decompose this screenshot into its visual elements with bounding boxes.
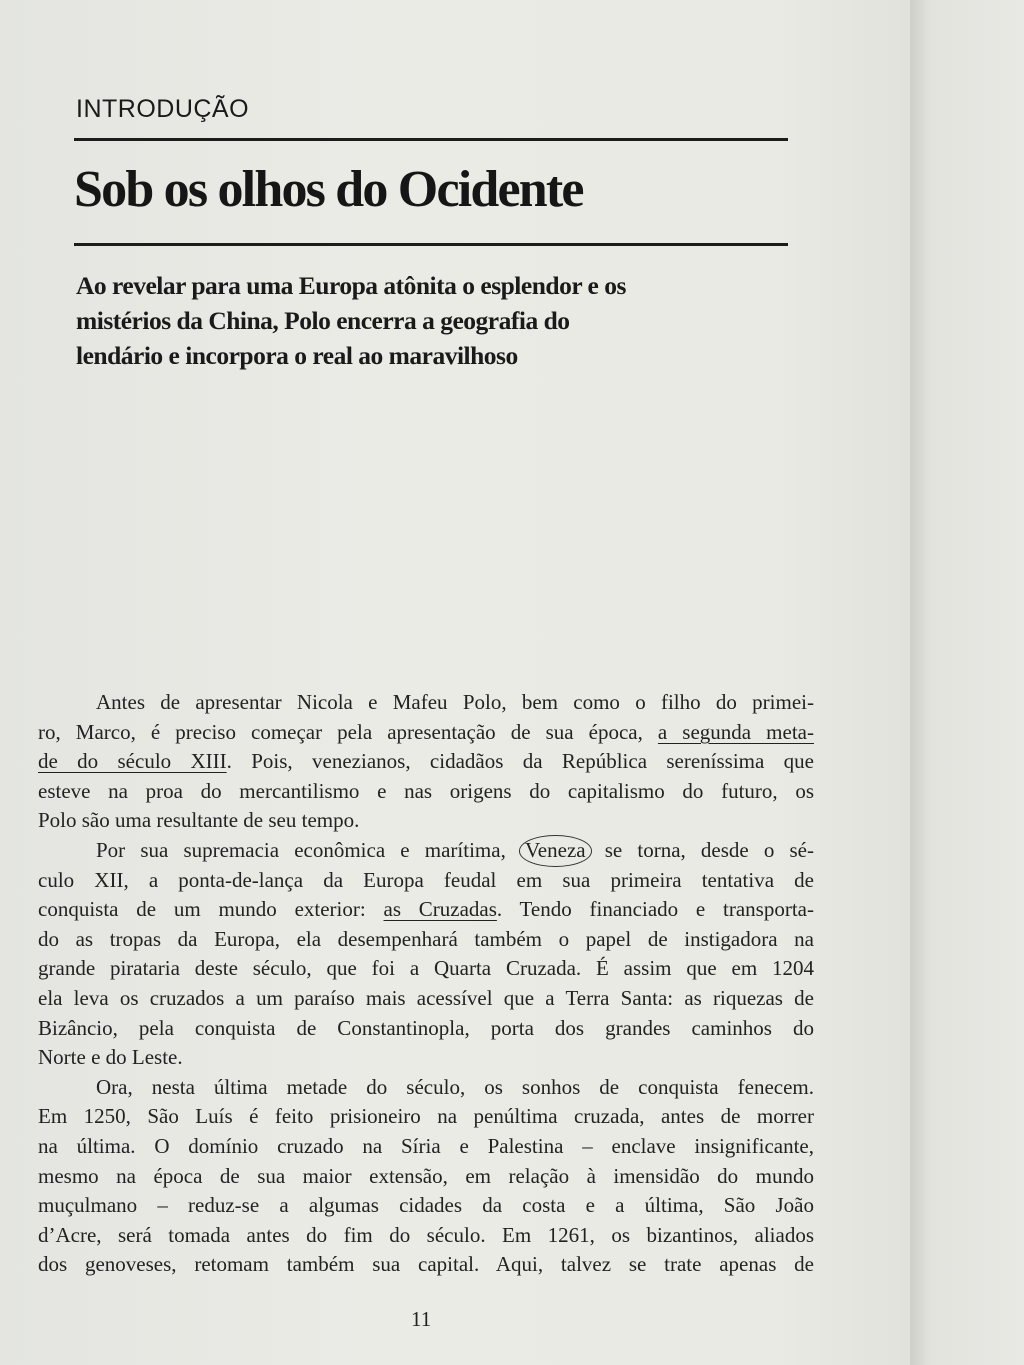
paragraph-2-line: Por sua supremacia econômica e marítima, Veneza se torna, desde o sé- xyxy=(38,836,814,866)
paragraph-3-line: Em 1250, São Luís é feito prisioneiro na penúltima cruzada, antes de morrer xyxy=(38,1104,814,1129)
chapter-subtitle xyxy=(76,268,776,373)
body-text xyxy=(38,688,814,1280)
paragraph-2-line: grande pirataria deste século, que foi a Quarta Cruzada. É assim que em 1204 xyxy=(38,956,814,981)
circled-word: Veneza xyxy=(519,835,592,867)
subtitle-line: Ao revelar para uma Europa atônita o esplendor e os xyxy=(76,271,626,300)
paragraph-2-line: Norte e do Leste. xyxy=(38,1045,183,1070)
adjacent-page-edge xyxy=(910,0,1024,1365)
paragraph-3-line: d’Acre, será tomada antes do fim do século. Em 1261, os bizantinos, aliados xyxy=(38,1222,814,1247)
underlined-phrase: de do século XIII xyxy=(38,749,227,774)
paragraph-1-line: ro, Marco, é preciso começar pela apresentação de sua época, a segunda meta- xyxy=(38,719,814,744)
paragraph-3-line: Ora, nesta última metade do século, os sonhos de conquista fenecem. xyxy=(96,1074,814,1099)
paragraph-2-line: do as tropas da Europa, ela desempenhará também o papel de instigadora na xyxy=(38,926,814,951)
paragraph-2-line: culo XII, a ponta-de-lança da Europa feudal em sua primeira tentativa de xyxy=(38,867,814,892)
paragraph-2-line: conquista de um mundo exterior: as Cruzadas. Tendo financiado e transporta- xyxy=(38,897,814,922)
paragraph-2-line: ela leva os cruzados a um paraíso mais acessível que a Terra Santa: as riquezas de xyxy=(38,985,814,1010)
header-rule-top xyxy=(74,138,788,141)
paragraph-3-line: dos genoveses, retomam também sua capital. Aqui, talvez se trate apenas de xyxy=(38,1252,814,1277)
paragraph-1-line: Polo são uma resultante de seu tempo. xyxy=(38,808,360,833)
subtitle-line: lendário e incorpora o real ao maravilhoso xyxy=(76,341,518,370)
subtitle-line: mistérios da China, Polo encerra a geografia do xyxy=(76,306,570,335)
paragraph-3-line: na última. O domínio cruzado na Síria e Palestina – enclave insignificante, xyxy=(38,1133,814,1158)
paragraph-2-line: Bizâncio, pela conquista de Constantinopla, porta dos grandes caminhos do xyxy=(38,1015,814,1040)
paragraph-1-line: de do século XIII. Pois, venezianos, cidadãos da República sereníssima que xyxy=(38,749,815,774)
paragraph-3-line: muçulmano – reduz-se a algumas cidades da costa e a última, São João xyxy=(38,1193,814,1218)
paragraph-1-line: esteve na proa do mercantilismo e nas origens do capitalismo do futuro, os xyxy=(38,778,814,803)
chapter-label: INTRODUÇÃO xyxy=(76,95,250,123)
paragraph-3-line: mesmo na época de sua maior extensão, em relação à imensidão do mundo xyxy=(38,1163,814,1188)
chapter-title: Sob os olhos do Ocidente xyxy=(74,161,583,218)
underlined-phrase: as Cruzadas xyxy=(383,897,497,922)
header-rule-bottom xyxy=(74,243,788,246)
paragraph-1-line: Antes de apresentar Nicola e Mafeu Polo, bem como o filho do primei- xyxy=(96,690,814,714)
underlined-phrase: a segunda meta- xyxy=(657,719,814,744)
page-number: 11 xyxy=(411,1307,432,1331)
